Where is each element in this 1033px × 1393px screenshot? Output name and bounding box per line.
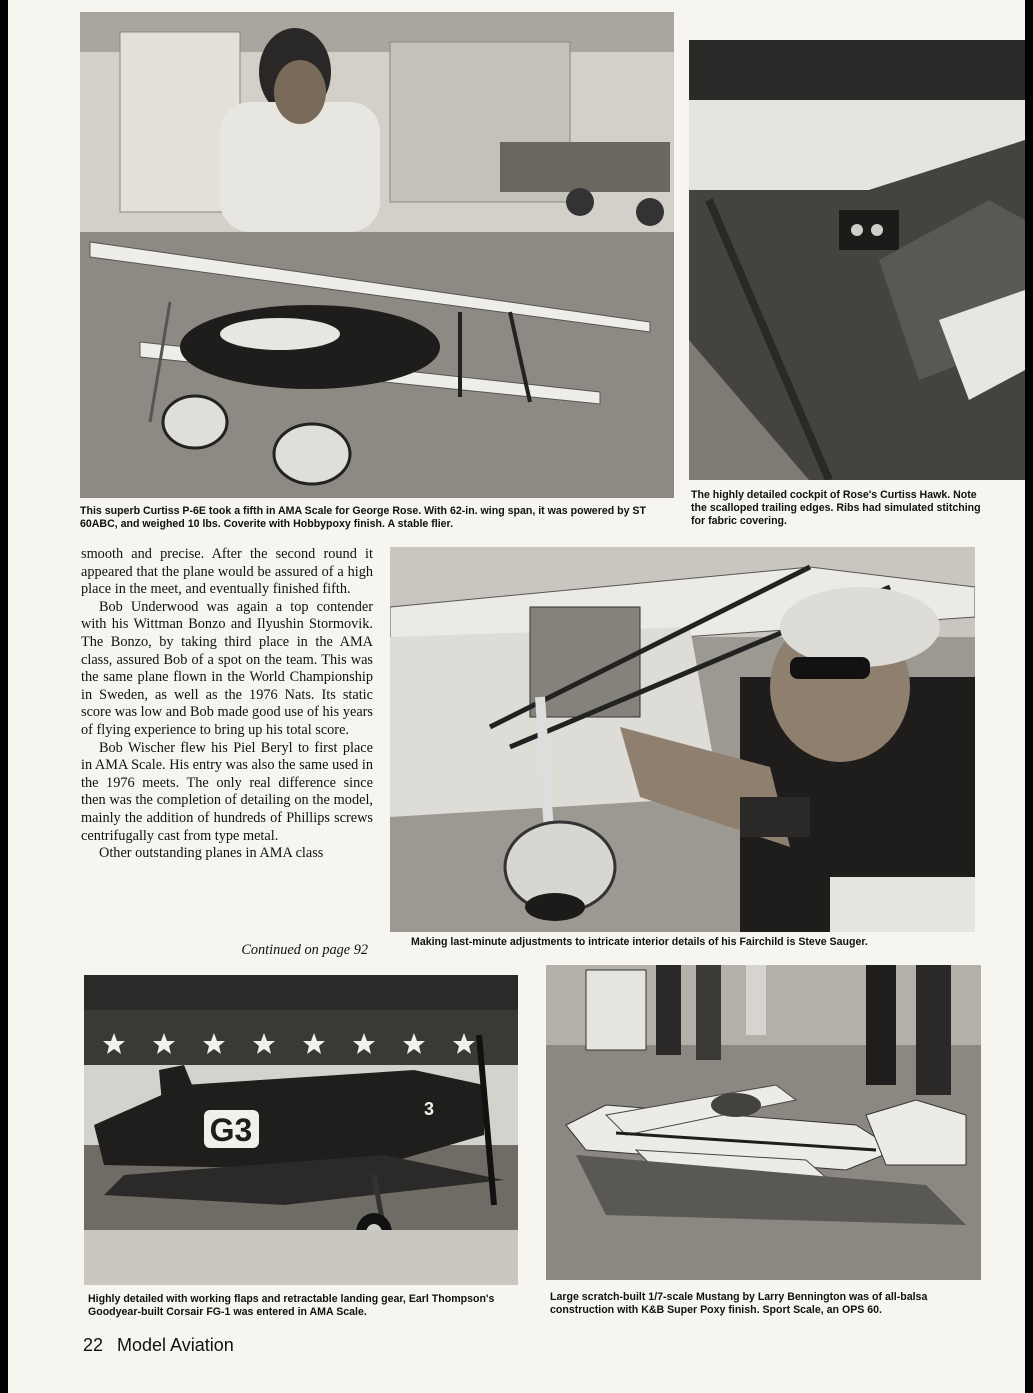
caption-corsair: Highly detailed with working flaps and retractable landing gear, Earl Thompson's Goodyear-built Corsair FG-1 was entered in AMA Scale. (88, 1293, 495, 1318)
cockpit-illustration (689, 40, 1025, 480)
caption-mustang: Large scratch-built 1/7-scale Mustang by Larry Bennington was of all-balsa construction with K&B Super Poxy finish. Sport Scale, an OPS 60. (550, 1291, 928, 1316)
article-paragraph: Bob Underwood was again a top contender with his Wittman Bonzo and Ilyushin Stormovik. The Bonzo, by taking third place in the AMA class, assured Bob of a spot on the team. This was the same plane flown in the World Championship in Sweden, as well as the 1976 Nats. Its static score was low and Bob made good use of his years of flying experience to bring up his total score. (81, 598, 373, 738)
article-paragraph: Other outstanding planes in AMA class (99, 845, 324, 862)
corsair-code-g3: G3 (209, 1112, 253, 1148)
article-paragraph: smooth and precise. After the second round it appeared that the plane would be assured of a high place in the meet, and eventually finished fifth. (81, 546, 373, 598)
curtiss-p6e-illustration (80, 12, 674, 498)
photo-fairchild (390, 547, 975, 932)
article-body (81, 546, 373, 863)
page-footer (83, 1335, 234, 1356)
corsair-nose-number: 3 (423, 1099, 435, 1119)
photo-mustang (546, 965, 981, 1280)
photo-corsair (84, 975, 518, 1285)
magazine-page (8, 0, 1025, 1393)
page-number: 22 (83, 1335, 104, 1355)
caption-cockpit: The highly detailed cockpit of Rose's Curtiss Hawk. Note the scalloped trailing edges. Ribs had simulated stitching for fabric covering. (691, 489, 981, 527)
fairchild-illustration (390, 547, 975, 932)
continued-note: Continued on page 92 (241, 942, 368, 958)
caption-fairchild: Making last-minute adjustments to intricate interior details of his Fairchild is Steve Sauger. (411, 936, 868, 948)
photo-curtiss-p6e (80, 12, 674, 498)
magazine-name: Model Aviation (117, 1335, 234, 1355)
caption-curtiss-p6e: This superb Curtiss P-6E took a fifth in AMA Scale for George Rose. With 62-in. wing span, it was powered by ST 60ABC, and weighed 10 lbs. Coverite with Hobbypoxy finish. A stable flier. (80, 505, 646, 530)
article-paragraph: Bob Wischer flew his Piel Beryl to first place in AMA Scale. His entry was also the same used in the 1976 meets. The only real difference since then was the completion of detailing on the model, mainly the addition of hundreds of Phillips screws centrifugally cast from type metal. (81, 739, 373, 844)
corsair-illustration (84, 975, 518, 1285)
photo-cockpit (689, 40, 1025, 480)
mustang-illustration (546, 965, 981, 1280)
